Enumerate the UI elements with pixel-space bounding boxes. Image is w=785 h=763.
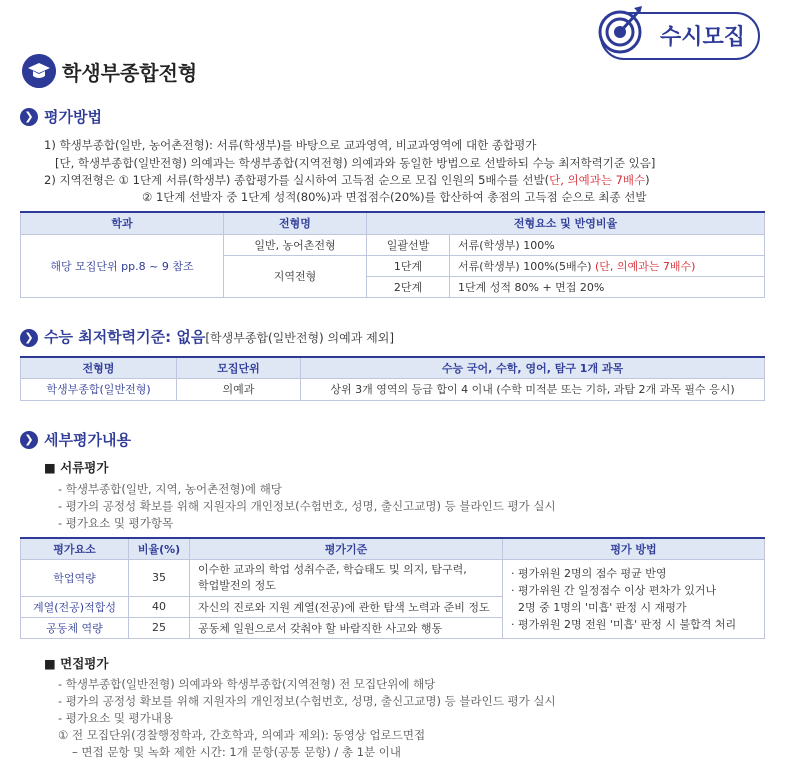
unit-cell: 의예과	[177, 378, 301, 400]
section-title-evaluation: 평가방법	[44, 108, 102, 126]
criteria-cell: 이수한 교과의 학업 성취수준, 학습태도 및 의지, 탐구력, 학업발전의 정도	[190, 559, 503, 596]
header-criteria: 평가기준	[190, 538, 503, 559]
header-unit: 모집단위	[177, 357, 301, 378]
interview-item: - 평가의 공정성 확보를 위해 지원자의 개인정보(수험번호, 성명, 출신고교명) 등 블라인드 평가 실시	[58, 694, 556, 708]
stage-cell: 2단계	[367, 276, 450, 297]
interview-item: - 평가요소 및 평가내용	[58, 711, 174, 725]
header-element: 평가요소	[21, 538, 129, 559]
criteria-cell: 상위 3개 영역의 등급 합이 4 이내 (수학 미적분 또는 기하, 과탐 2개 과목 필수 응시)	[301, 378, 765, 400]
doc-item: - 평가의 공정성 확보를 위해 지원자의 개인정보(수험번호, 성명, 출신고교명) 등 블라인드 평가 실시	[58, 499, 556, 513]
type-cell: 지역전형	[224, 255, 367, 297]
dept-cell: 해당 모집단위 pp.8 ~ 9 참조	[21, 234, 224, 297]
doc-item: - 평가요소 및 평가항목	[58, 516, 174, 530]
ratio-cell: 25	[129, 617, 190, 638]
element-cell: 서류(학생부) 100%	[450, 234, 765, 255]
interview-heading: ■ 면접평가	[44, 656, 109, 671]
target-icon	[598, 4, 644, 56]
evaluation-table	[20, 211, 765, 298]
header-type: 전형명	[224, 212, 367, 234]
ratio-cell: 40	[129, 596, 190, 617]
ratio-cell: 35	[129, 559, 190, 596]
eval-line-1: 1) 학생부종합(일반, 농어촌전형): 서류(학생부)를 바탕으로 교과영역, 비교과영역에 대한 종합평가	[44, 138, 537, 152]
badge-label: 수시모집	[660, 25, 746, 50]
criteria-cell: 공동체 일원으로서 갖춰야 할 바람직한 사고와 행동	[190, 617, 503, 638]
header-subjects: 수능 국어, 수학, 영어, 탐구 1개 과목	[301, 357, 765, 378]
doc-eval-heading: ■ 서류평가	[44, 460, 109, 475]
type-cell: 일반, 농어촌전형	[224, 234, 367, 255]
element-cell: 학업역량	[21, 559, 129, 596]
header-method: 평가 방법	[503, 538, 765, 559]
header-dept: 학과	[21, 212, 224, 234]
interview-item: – 면접 문항 및 녹화 제한 시간: 1개 문항(공통 문항) / 총 1분 이내	[72, 745, 402, 759]
header-elements: 전형요소 및 반영비율	[367, 212, 765, 234]
section-title-details: 세부평가내용	[44, 431, 131, 449]
element-cell: 계열(전공)적합성	[21, 596, 129, 617]
type-cell: 학생부종합(일반전형)	[21, 378, 177, 400]
method-cell: · 평가위원 2명의 점수 평균 반영 · 평가위원 간 일정점수 이상 편차가 있거나 2명 중 1명의 '미흡' 판정 시 재평가 · 평가위원 2명 전원 '미흡' 판정 시 불합격 처리	[503, 559, 765, 638]
stage-cell: 일괄선발	[367, 234, 450, 255]
stage-cell: 1단계	[367, 255, 450, 276]
page-title: 학생부종합전형	[62, 61, 198, 85]
criteria-cell: 자신의 진로와 지원 계열(전공)에 관한 탐색 노력과 준비 정도	[190, 596, 503, 617]
doc-item: - 학생부종합(일반, 지역, 농어촌전형)에 해당	[58, 482, 282, 496]
interview-item: ① 전 모집단위(경찰행정학과, 간호학과, 의예과 제외): 동영상 업로드면접	[58, 728, 426, 742]
chevron-right-icon: ❯	[20, 108, 38, 126]
eval-line-3: 2) 지역전형은 ① 1단계 서류(학생부) 종합평가를 실시하여 고득점 순으로 모집 인원의 5배수를 선발(단, 의예과는 7배수)	[44, 173, 650, 187]
header-type: 전형명	[21, 357, 177, 378]
eval-line-2: [단, 학생부종합(일반전형) 의예과는 학생부종합(지역전형) 의예과와 동일한 방법으로 선발하되 수능 최저학력기준 있음]	[55, 156, 656, 170]
csat-table	[20, 356, 765, 401]
element-cell: 공동체 역량	[21, 617, 129, 638]
chevron-right-icon: ❯	[20, 329, 38, 347]
interview-item: - 학생부종합(일반전형) 의예과와 학생부종합(지역전형) 전 모집단위에 해당	[58, 677, 436, 691]
section-title-csat: 수능 최저학력기준: 없음[학생부종합(일반전형) 의예과 제외]	[44, 328, 395, 346]
element-cell: 1단계 성적 80% + 면접 20%	[450, 276, 765, 297]
doc-eval-table	[20, 537, 765, 639]
header-ratio: 비율(%)	[129, 538, 190, 559]
graduation-cap-icon	[22, 54, 56, 88]
element-cell: 서류(학생부) 100%(5배수) (단, 의예과는 7배수)	[450, 255, 765, 276]
chevron-right-icon: ❯	[20, 431, 38, 449]
eval-line-4: ② 1단계 선발자 중 1단계 성적(80%)과 면접점수(20%)를 합산하여 총점의 고득점 순으로 최종 선발	[142, 190, 647, 204]
